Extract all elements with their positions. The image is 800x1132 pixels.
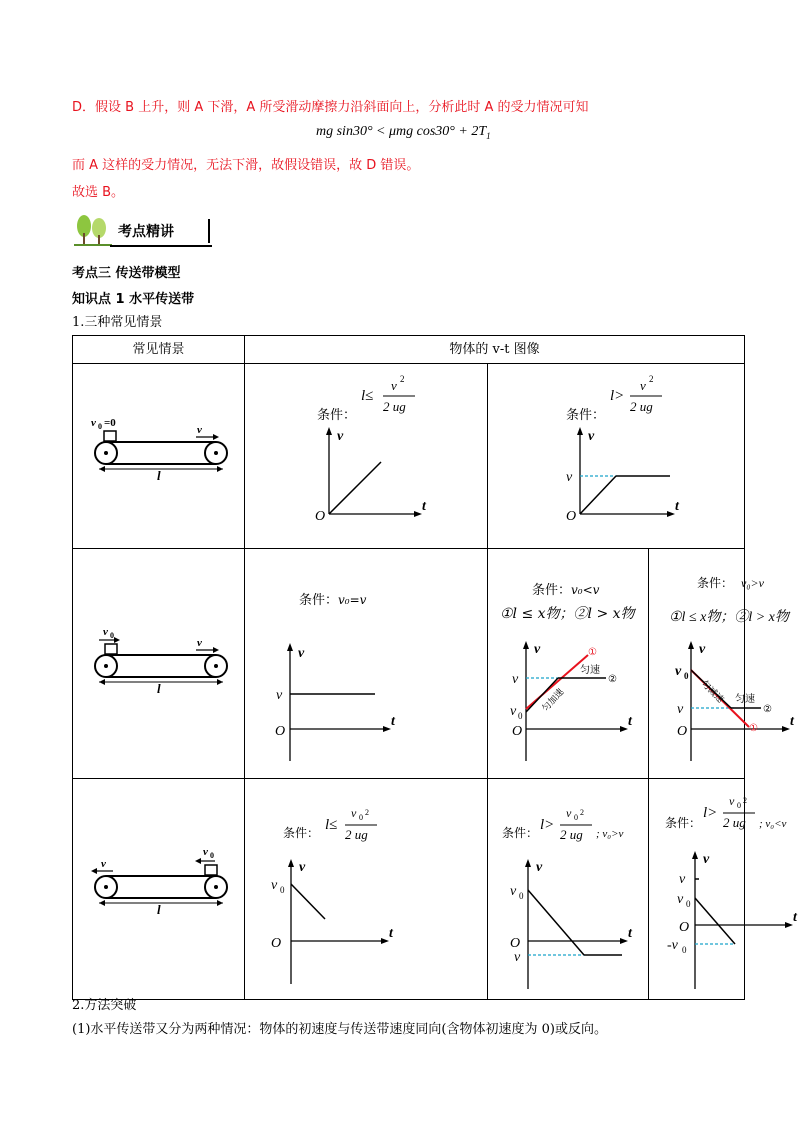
svg-text:匀速: 匀速: [735, 694, 755, 705]
header-vt: 物体的 v-t 图像: [245, 336, 745, 364]
cond-label: 条件：: [566, 408, 606, 423]
svg-text:v: v: [677, 702, 684, 717]
vt-cell-2b: [488, 549, 649, 779]
svg-text:l: l: [157, 681, 161, 696]
svg-text:2: 2: [580, 808, 584, 817]
label-uniform: 匀速: [580, 665, 600, 676]
svg-text:v: v: [510, 704, 517, 719]
svg-text:v: v: [276, 688, 283, 703]
svg-text:0: 0: [518, 711, 523, 721]
svg-text:0: 0: [359, 813, 363, 822]
svg-text:v: v: [640, 378, 646, 393]
svg-text:条件：: 条件：: [697, 576, 734, 590]
svg-text:t: t: [422, 499, 426, 514]
svg-text:O: O: [512, 724, 523, 739]
svg-text:2: 2: [649, 374, 654, 384]
scenario-cell-2: [73, 549, 245, 779]
svg-text:l: l: [157, 468, 161, 483]
vt-cell-1b: [488, 364, 745, 549]
svg-text:l≤: l≤: [325, 817, 338, 833]
svg-text:2 ug: 2 ug: [560, 827, 583, 842]
svg-text:v: v: [298, 646, 305, 661]
svg-text:l>: l>: [703, 805, 718, 821]
svg-text:②: ②: [763, 704, 772, 715]
svg-text:0: 0: [684, 671, 689, 681]
svg-text:v: v: [197, 637, 202, 649]
svg-text:v: v: [675, 664, 682, 679]
svg-text:t: t: [790, 714, 794, 729]
svg-text:①: ①: [588, 647, 597, 658]
scenario-cell-1: [73, 364, 245, 549]
svg-text:v: v: [203, 846, 208, 858]
cond-label: 条件：: [317, 408, 357, 423]
svg-text:0: 0: [280, 885, 285, 895]
vt-graph-1a: [245, 364, 487, 544]
svg-text:v: v: [337, 429, 344, 444]
vt-cell-1a: [245, 364, 488, 549]
svg-text:v: v: [510, 884, 517, 899]
svg-text:②: ②: [608, 674, 617, 685]
svg-text:v: v: [534, 642, 541, 657]
vt-cell-3c: [649, 779, 797, 1000]
svg-text:0: 0: [519, 891, 524, 901]
vt-cell-2a: [245, 549, 488, 779]
svg-text:条件：: 条件：: [665, 816, 702, 830]
svg-text:O: O: [315, 509, 326, 524]
scenario-cell-3: [73, 779, 245, 1000]
header-scenario: 常见情景: [73, 336, 245, 364]
svg-text:0: 0: [110, 631, 114, 640]
svg-text:v: v: [512, 672, 519, 687]
svg-text:条件：: 条件：: [502, 826, 539, 840]
svg-text:l: l: [157, 902, 161, 917]
svg-text:v: v: [566, 470, 573, 485]
label-accel: 匀加速: [540, 686, 566, 714]
svg-text:0: 0: [686, 899, 691, 909]
svg-text:v: v: [679, 872, 686, 887]
svg-text:-v: -v: [667, 938, 678, 953]
conclusion-text: 而 A 这样的受力情况，无法下滑，故假设错误，故 D 错误。: [72, 158, 420, 173]
svg-text:v: v: [703, 852, 710, 867]
vt-graph-2a: [245, 549, 487, 774]
svg-text:0: 0: [210, 851, 214, 860]
tree-icon: [74, 213, 114, 247]
svg-text:v: v: [197, 424, 202, 436]
banner-divider: [208, 219, 210, 243]
svg-text:v: v: [103, 626, 108, 638]
svg-text:v: v: [588, 429, 595, 444]
svg-text:O: O: [679, 920, 690, 935]
svg-text:2 ug: 2 ug: [383, 399, 406, 414]
vt-graph-3a: [245, 779, 487, 995]
vt-graph-3b: [488, 779, 648, 995]
svg-text:v: v: [514, 950, 521, 965]
svg-text:v: v: [699, 642, 706, 657]
svg-text:v: v: [91, 417, 96, 429]
svg-text:v: v: [101, 858, 106, 870]
sub-condition: ①l ≤ x物；②l > x物: [500, 606, 635, 622]
svg-text:2 ug: 2 ug: [723, 815, 746, 830]
svg-text:; v₀<v: ; v₀<v: [759, 818, 787, 830]
section-banner: [74, 213, 214, 247]
vt-cell-3b: [488, 779, 649, 1000]
formula: mg sin30° < μmg $\cos 30^\circ + 2T_1$: [316, 124, 491, 141]
cond-label: 条件：v₀<v: [532, 583, 600, 598]
svg-text:O: O: [510, 936, 521, 951]
svg-text:l≤: l≤: [361, 388, 374, 404]
svg-text:O: O: [566, 509, 577, 524]
svg-text:2 ug: 2 ug: [345, 827, 368, 842]
topic-heading: 考点三 传送带模型: [72, 266, 181, 281]
svg-text:t: t: [389, 926, 393, 941]
vt-graph-1b: [488, 364, 743, 544]
svg-text:v: v: [566, 806, 572, 820]
svg-text:l>: l>: [540, 817, 555, 833]
svg-text:t: t: [628, 926, 632, 941]
svg-text:①: ①: [749, 723, 758, 734]
subheading-1: 1.三种常见情景: [72, 315, 163, 330]
svg-text:v: v: [271, 878, 278, 893]
belt-diagram-1: [73, 364, 244, 544]
svg-text:v: v: [391, 378, 397, 393]
svg-text:①l ≤ x物；②l > x物: ①l ≤ x物；②l > x物: [669, 610, 789, 625]
svg-text:v: v: [536, 860, 543, 875]
svg-text:O: O: [271, 936, 282, 951]
answer-text: 故选 B。: [72, 185, 125, 200]
banner-title: 考点精讲: [118, 224, 174, 240]
svg-text:2 ug: 2 ug: [630, 399, 653, 414]
svg-text:2: 2: [365, 808, 369, 817]
svg-text:v: v: [299, 860, 306, 875]
svg-text:t: t: [391, 714, 395, 729]
banner-underline: [110, 245, 212, 247]
vt-graph-3c: [649, 779, 800, 995]
svg-text:O: O: [677, 724, 688, 739]
svg-text:0: 0: [737, 801, 741, 810]
svg-text:匀减速: 匀减速: [699, 678, 726, 705]
svg-text:0: 0: [98, 422, 102, 431]
svg-text:O: O: [275, 724, 286, 739]
knowledge-heading: 知识点 1 水平传送带: [72, 292, 195, 307]
svg-text:t: t: [793, 910, 797, 925]
cond-label: 条件：v₀=v: [299, 593, 367, 608]
svg-text:l>: l>: [610, 388, 625, 404]
belt-diagram-2: [73, 549, 244, 774]
svg-text:t: t: [628, 714, 632, 729]
svg-text:v: v: [351, 806, 357, 820]
svg-text:v₀>v: v₀>v: [741, 576, 764, 590]
subheading-2: 2.方法突破: [72, 998, 137, 1013]
scenario-table: [72, 335, 797, 1000]
belt-diagram-3: [73, 779, 244, 995]
svg-text:; v₀>v: ; v₀>v: [596, 828, 624, 840]
svg-text:v: v: [677, 892, 684, 907]
svg-text:2: 2: [743, 796, 747, 805]
svg-text:条件：: 条件：: [283, 826, 320, 840]
method-text: (1)水平传送带又分为两种情况：物体的初速度与传送带速度同向(含物体初速度为 0)或反向。: [72, 1022, 607, 1037]
svg-text:0: 0: [574, 813, 578, 822]
vt-cell-3a: [245, 779, 488, 1000]
svg-text:=0: =0: [104, 417, 116, 429]
svg-text:v: v: [729, 794, 735, 808]
svg-text:t: t: [675, 499, 679, 514]
svg-text:2: 2: [400, 374, 405, 384]
option-d-text: D．假设 B 上升，则 A 下滑，A 所受滑动摩擦力沿斜面向上，分析此时 A 的受力情况可知: [72, 100, 589, 115]
vt-graph-2c: [649, 549, 800, 774]
svg-text:0: 0: [682, 945, 687, 955]
vt-cell-2c: [649, 549, 794, 779]
